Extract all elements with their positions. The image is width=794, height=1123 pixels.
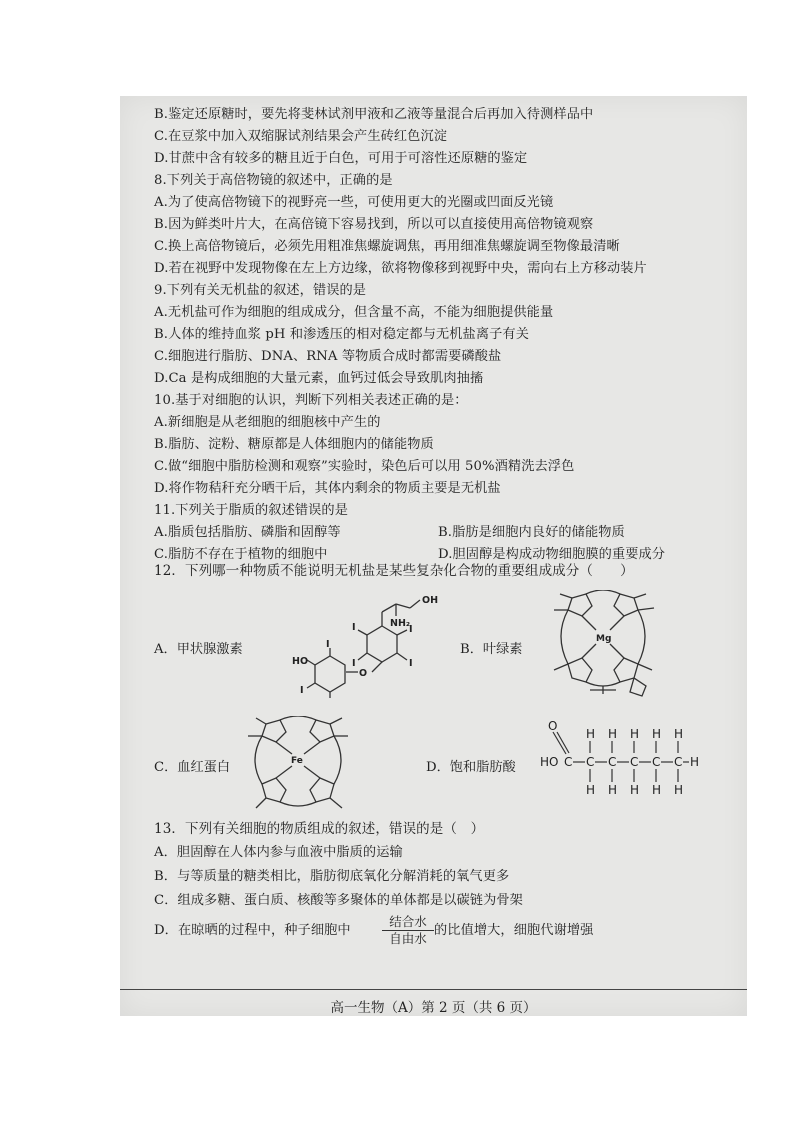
- q10-option-b: B.脂肪、淀粉、糖原都是人体细胞内的储能物质: [154, 437, 434, 452]
- q11-option-c: C.脂肪不存在于植物的细胞中: [154, 547, 328, 562]
- q11-stem: 11.下列关于脂质的叙述错误的是: [154, 503, 349, 518]
- thyroxine-i-label-1: I: [409, 624, 413, 635]
- chlorophyll-mg-label: Mg: [596, 634, 612, 644]
- q12-option-d: D．饱和脂肪酸: [426, 760, 516, 775]
- chlorophyll-structure: [534, 590, 674, 700]
- fraction-denominator: 自由水: [389, 931, 427, 946]
- q9-option-b: B.人体的维持血浆 pH 和渗透压的相对稳定都与无机盐离子有关: [154, 327, 529, 342]
- q11-option-a: A.脂质包括脂肪、磷脂和固醇等: [154, 525, 341, 540]
- fatty-acid-c-label-4: C: [652, 755, 661, 769]
- q10-option-d: D.将作物秸秆充分晒干后，其体内剩余的物质主要是无机盐: [154, 481, 501, 496]
- fatty-acid-h-label-t1: H: [586, 727, 596, 741]
- q8-option-d: D.若在视野中发现物像在左上方边缘，欲将物像移到视野中央，需向右上方移动装片: [154, 261, 647, 276]
- fatty-acid-h-label-t4: H: [652, 727, 662, 741]
- fatty-acid-h-label-b4: H: [652, 783, 662, 796]
- q7-option-d: D.甘蔗中含有较多的糖且近于白色，可用于可溶性还原糖的鉴定: [154, 151, 528, 166]
- thyroxine-i-label-4: I: [352, 658, 356, 669]
- fatty-acid-h-label-b1: H: [586, 783, 596, 796]
- thyroxine-nh2-label: NH₂: [390, 618, 411, 629]
- q8-stem: 8.下列关于高倍物镜的叙述中，正确的是: [154, 173, 393, 188]
- q12-option-a: A．甲状腺激素: [154, 642, 243, 657]
- q11-option-d: D.胆固醇是构成动物细胞膜的重要成分: [438, 547, 666, 562]
- fatty-acid-c-label-5: C: [674, 755, 683, 769]
- q8-option-b: B.因为鲜类叶片大，在高倍镜下容易找到，所以可以直接使用高倍物镜观察: [154, 217, 594, 232]
- fatty-acid-o-label: O: [548, 719, 558, 733]
- thyroxine-i-label-3: I: [352, 622, 356, 633]
- q13-option-a: A．胆固醇在人体内参与血液中脂质的运输: [154, 845, 403, 860]
- heme-fe-label: Fe: [291, 756, 303, 766]
- fatty-acid-h-label-b2: H: [608, 783, 618, 796]
- q10-stem: 10.基于对细胞的认识，判断下列相关表述正确的是：: [154, 393, 468, 408]
- thyroxine-o-label: O: [359, 668, 368, 679]
- q13-stem: 13．下列有关细胞的物质组成的叙述，错误的是（ ）: [154, 821, 485, 837]
- footer-rule: [120, 989, 747, 990]
- fatty-acid-h-label-b5: H: [674, 783, 684, 796]
- thyroxine-ho-label: HO: [292, 656, 309, 667]
- fatty-acid-c-label-3: C: [630, 755, 639, 769]
- heme-structure: [236, 716, 366, 812]
- fatty-acid-h-label-t2: H: [608, 727, 618, 741]
- q13-option-d-suffix: 的比值增大，细胞代谢增强: [434, 923, 594, 938]
- fatty-acid-ho-label: HO: [540, 755, 559, 769]
- q12-stem: 12．下列哪一种物质不能说明无机盐是某些复杂化合物的重要组成成分（ ）: [154, 563, 634, 579]
- fatty-acid-h-label-t3: H: [630, 727, 640, 741]
- q9-stem: 9.下列有关无机盐的叙述，错误的是: [154, 283, 367, 298]
- fatty-acid-h-label-b3: H: [630, 783, 640, 796]
- q13-option-b: B．与等质量的糖类相比，脂肪彻底氧化分解消耗的氧气更多: [154, 869, 510, 884]
- q9-option-c: C.细胞进行脂肪、DNA、RNA 等物质合成时都需要磷酸盐: [154, 349, 502, 364]
- thyroxine-structure: [270, 590, 450, 700]
- q8-option-c: C.换上高倍物镜后，必须先用粗准焦螺旋调焦，再用细准焦螺旋调至物像最清晰: [154, 239, 620, 254]
- thyroxine-i-label-6: I: [300, 685, 304, 696]
- q7-option-b: B.鉴定还原糖时，要先将斐林试剂甲液和乙液等量混合后再加入待测样品中: [154, 107, 594, 122]
- page-footer: 高一生物（A）第 2 页（共 6 页）: [330, 1000, 537, 1016]
- q9-option-a: A.无机盐可作为细胞的组成成分，但含量不高，不能为细胞提供能量: [154, 305, 554, 320]
- fatty-acid-c-label-0: C: [564, 755, 573, 769]
- water-ratio-fraction: [382, 914, 434, 947]
- fatty-acid-h-label-t5: H: [674, 727, 684, 741]
- fatty-acid-c-label-2: C: [608, 755, 617, 769]
- q10-option-c: C.做“细胞中脂肪检测和观察”实验时，染色后可以用 50%酒精洗去浮色: [154, 459, 575, 474]
- thyroxine-oh-label: OH: [422, 595, 439, 606]
- q9-option-d: D.Ca 是构成细胞的大量元素，血钙过低会导致肌肉抽搐: [154, 371, 484, 386]
- fatty-acid-h-label-end: H: [690, 755, 700, 769]
- q13-option-d-prefix: D．在晾晒的过程中，种子细胞中: [154, 923, 351, 938]
- q13-option-c: C．组成多糖、蛋白质、核酸等多聚体的单体都是以碳链为骨架: [154, 893, 523, 908]
- exam-page: [120, 96, 747, 1016]
- fatty-acid-c-label-1: C: [586, 755, 595, 769]
- fraction-numerator: 结合水: [382, 914, 434, 931]
- thyroxine-i-label-2: I: [409, 658, 413, 669]
- q12-option-c: C．血红蛋白: [154, 760, 231, 775]
- q11-option-b: B.脂肪是细胞内良好的储能物质: [438, 525, 625, 540]
- fatty-acid-structure: [540, 716, 700, 796]
- q12-option-b: B．叶绿素: [460, 642, 523, 657]
- q8-option-a: A.为了使高倍物镜下的视野亮一些，可使用更大的光圈或凹面反光镜: [154, 195, 554, 210]
- q10-option-a: A.新细胞是从老细胞的细胞核中产生的: [154, 415, 381, 430]
- q7-option-c: C.在豆浆中加入双缩脲试剂结果会产生砖红色沉淀: [154, 129, 448, 144]
- thyroxine-i-label-5: I: [326, 639, 330, 650]
